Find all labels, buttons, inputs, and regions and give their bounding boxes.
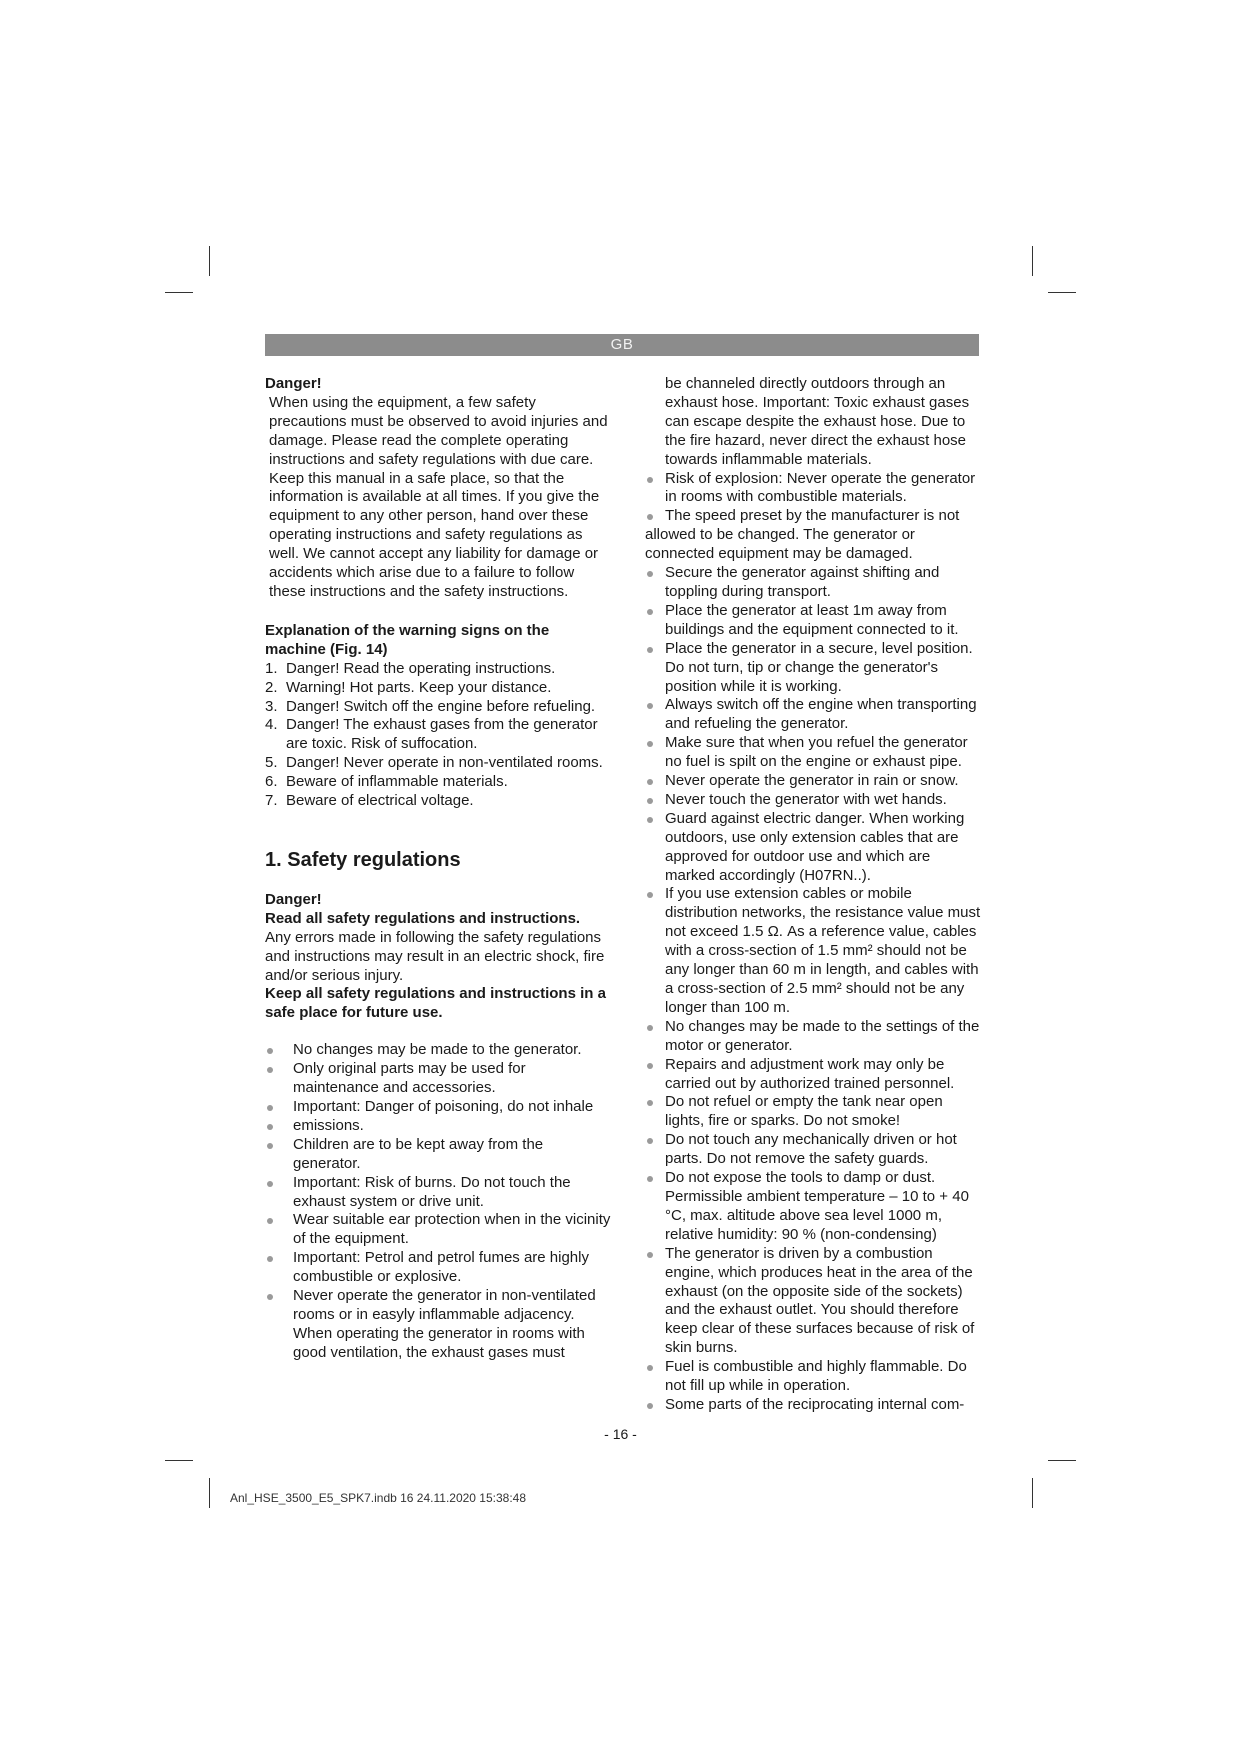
safety-bullet-list	[645, 470, 983, 508]
list-item: The generator is driven by a combustion engine, which produces heat in the area of the exhaust (on the opposite side of the sockets) and the exhaust outlet. You should therefore keep clear of these surfaces because of risk of skin burns.	[645, 1245, 983, 1358]
list-item: 2. Warning! Hot parts. Keep your distance.	[265, 678, 552, 696]
bullet-icon	[267, 1124, 273, 1130]
list-item: Repairs and adjustment work may only be carried out by authorized trained personnel.	[645, 1056, 983, 1094]
list-item: Fuel is combustible and highly flammable. Do not fill up while in operation.	[645, 1358, 983, 1396]
language-header-bar	[265, 334, 979, 356]
bullet-icon	[267, 1218, 273, 1224]
crop-mark	[165, 1460, 193, 1461]
bullet-icon	[647, 779, 653, 785]
list-item: Place the generator in a secure, level position. Do not turn, tip or change the generator's position while it is working.	[645, 640, 983, 697]
bullet-icon	[267, 1048, 273, 1054]
crop-mark	[165, 292, 193, 293]
crop-mark	[1032, 1478, 1033, 1508]
bullet-icon	[647, 892, 653, 898]
safety-bullet-list	[265, 1041, 613, 1362]
right-column	[645, 375, 983, 1415]
bullet-icon	[647, 1063, 653, 1069]
list-item: Children are to be kept away from the generator.	[265, 1136, 613, 1174]
list-item: The speed preset by the manufacturer is not allowed to be changed. The generator or connected equipment may be damaged.	[645, 507, 960, 563]
list-item: Some parts of the reciprocating internal com-	[645, 1396, 983, 1415]
list-item: 3. Danger! Switch off the engine before refueling.	[265, 697, 596, 715]
page-number: - 16 -	[604, 1426, 637, 1442]
list-item: Never operate the generator in non-ventilated rooms or in easyly inflammable adjacency. When operating the generator in rooms with good ventilation, the exhaust gases must	[265, 1287, 613, 1363]
list-item: Never touch the generator with wet hands.	[645, 791, 983, 810]
list-item: Only original parts may be used for maintenance and accessories.	[265, 1060, 613, 1098]
warning-signs-heading: Explanation of the warning signs on the machine (Fig. 14)	[265, 621, 550, 658]
list-item: Never operate the generator in rain or snow.	[645, 772, 983, 791]
list-item: If you use extension cables or mobile distribution networks, the resistance value must not exceed 1.5 Ω. As a reference value, cables with a cross-section of 1.5 mm² should not be any longer than 60 m in length, and cables with a cross-section of 2.5 mm² should not be any longer than 100 m.	[645, 885, 983, 1017]
bullet-icon	[647, 1365, 653, 1371]
bullet-icon	[267, 1143, 273, 1149]
crop-mark	[1048, 1460, 1076, 1461]
crop-mark	[1048, 292, 1076, 293]
list-item: Do not expose the tools to damp or dust. Permissible ambient temperature – 10 to + 40 °C, max. altitude above sea level 1000 m, relative humidity: 90 % (non-condensing)	[645, 1169, 983, 1245]
list-item: 7. Beware of electrical voltage.	[265, 792, 474, 810]
bullet-icon	[267, 1105, 273, 1111]
intro-text: When using the equipment, a few safety precautions must be observed to avoid injuries and damage. Please read the complete operating instructions and safety regulations with due care. Keep this manual in a safe place, so that the information is available at all times. If you give the equipment to any other person, hand over these operating instructions and safety regulations as well. We cannot accept any liability for damage or accidents which arise due to a failure to follow these instructions and the safety instructions.	[269, 393, 608, 600]
bullet-icon	[647, 1025, 653, 1031]
bullet-icon	[647, 703, 653, 709]
list-item: 4. Danger! The exhaust gases from the generator are toxic. Risk of suffocation.	[265, 716, 598, 753]
list-item: Always switch off the engine when transporting and refueling the generator.	[645, 696, 983, 734]
list-item: 1. Danger! Read the operating instructions.	[265, 659, 556, 677]
bullet-icon	[647, 1176, 653, 1182]
language-tab: GB	[610, 336, 634, 353]
keep-all-instruction: Keep all safety regulations and instructions in a safe place for future use.	[265, 985, 606, 1022]
list-item: Important: Danger of poisoning, do not inhale	[265, 1098, 613, 1117]
list-item: No changes may be made to the settings of the motor or generator.	[645, 1018, 983, 1056]
intro-heading: Danger!	[265, 375, 322, 392]
list-item: Important: Petrol and petrol fumes are highly combustible or explosive.	[265, 1249, 613, 1287]
bullet-icon	[647, 741, 653, 747]
list-item: Do not refuel or empty the tank near open lights, fire or sparks. Do not smoke!	[645, 1093, 983, 1131]
bullet-icon	[647, 609, 653, 615]
crop-mark	[1032, 246, 1033, 276]
list-item: emissions.	[265, 1117, 613, 1136]
exhaust-continuation: be channeled directly outdoors through an exhaust hose. Important: Toxic exhaust gases can escape despite the exhaust hose. Due to the fire hazard, never direct the exhaust hose towards inflammable materials.	[665, 375, 970, 468]
list-item: Important: Risk of burns. Do not touch the exhaust system or drive unit.	[265, 1174, 613, 1212]
list-item: Wear suitable ear protection when in the vicinity of the equipment.	[265, 1211, 613, 1249]
list-item: Guard against electric danger. When working outdoors, use only extension cables that are approved for outdoor use and which are marked accordingly (H07RN..).	[645, 810, 983, 886]
list-item: Secure the generator against shifting and toppling during transport.	[645, 564, 983, 602]
crop-mark	[209, 1478, 210, 1508]
bullet-icon	[267, 1181, 273, 1187]
crop-mark	[209, 246, 210, 276]
warning-signs-list	[265, 660, 613, 811]
bullet-icon	[647, 798, 653, 804]
section-title: 1. Safety regulations	[265, 848, 461, 871]
list-item: No changes may be made to the generator.	[265, 1041, 613, 1060]
print-footer: Anl_HSE_3500_E5_SPK7.indb 16 24.11.2020 15:38:48	[230, 1491, 527, 1505]
bullet-icon	[267, 1067, 273, 1073]
left-column	[265, 375, 613, 1363]
list-item: 5. Danger! Never operate in non-ventilated rooms.	[265, 754, 603, 772]
list-item: Place the generator at least 1m away from buildings and the equipment connected to it.	[645, 602, 983, 640]
bullet-icon	[647, 1403, 653, 1409]
errors-text: Any errors made in following the safety regulations and instructions may result in an electric shock, fire and/or serious injury.	[265, 928, 605, 984]
list-item: Make sure that when you refuel the generator no fuel is spilt on the engine or exhaust pipe.	[645, 734, 983, 772]
read-all-instruction: Read all safety regulations and instructions.	[265, 909, 581, 927]
list-item: 6. Beware of inflammable materials.	[265, 773, 508, 791]
section-danger-label: Danger!	[265, 890, 322, 908]
bullet-icon	[647, 1138, 653, 1144]
list-item: Risk of explosion: Never operate the generator in rooms with combustible materials.	[645, 470, 983, 508]
bullet-icon	[647, 477, 653, 483]
bullet-icon	[647, 817, 653, 823]
bullet-icon	[647, 1100, 653, 1106]
bullet-icon	[647, 1252, 653, 1258]
safety-bullet-list	[645, 564, 983, 1415]
bullet-icon	[267, 1256, 273, 1262]
bullet-icon	[647, 647, 653, 653]
bullet-icon	[267, 1294, 273, 1300]
list-item: Do not touch any mechanically driven or hot parts. Do not remove the safety guards.	[645, 1131, 983, 1169]
bullet-icon	[647, 571, 653, 577]
